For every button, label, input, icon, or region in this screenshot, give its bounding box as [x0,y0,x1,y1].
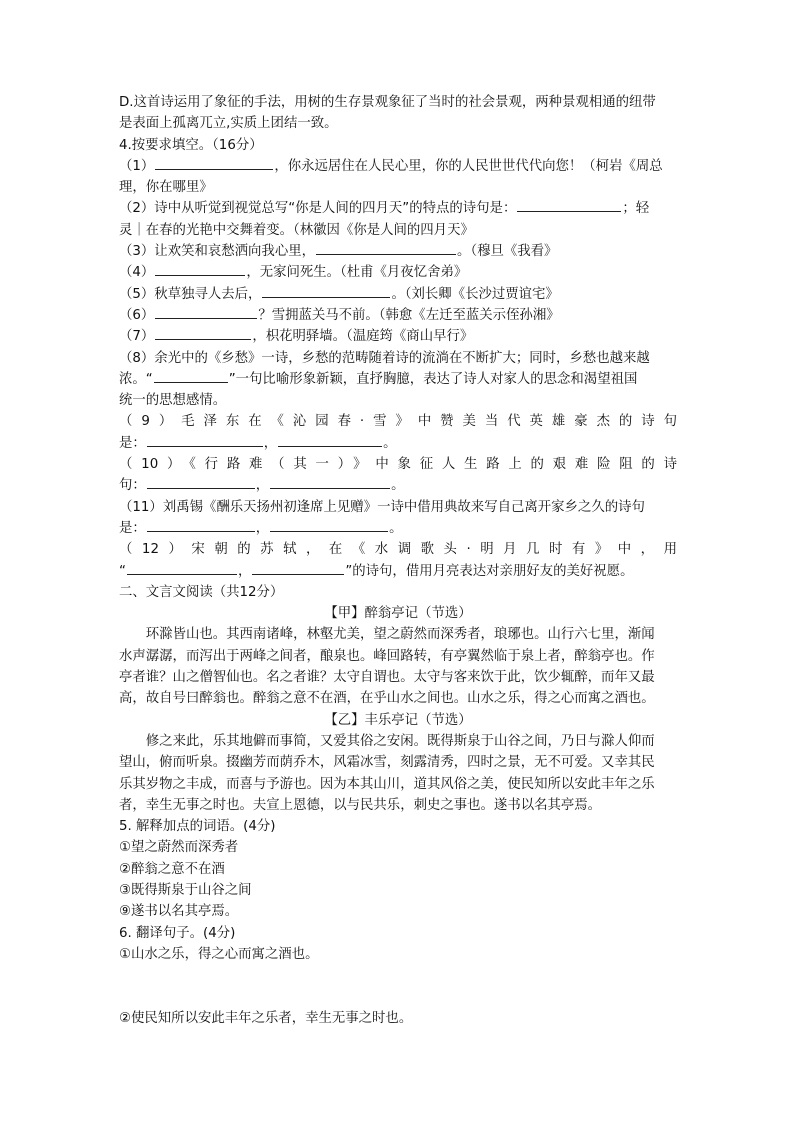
answer-blank[interactable] [155,338,251,340]
passage-jia-title: 【甲】醉翁亭记（节选） [324,606,472,622]
section-2-heading: 二、文言文阅读（共12分） [119,584,284,600]
question-6-heading: 6. 翻译句子。(4分) [119,925,236,941]
passage-jia-line-2: 水声潺潺，而泻出于两峰之间者，酿泉也。峰回路转，有亭翼然临于泉上者，醉翁亭也。作 [119,648,655,664]
answer-blank[interactable] [147,445,263,447]
passage-yi-line-4: 者，幸生无事之时也。夫宣上恩德，以与民共乐，刺史之事也。遂书以名其亭焉。 [119,797,602,813]
answer-blank[interactable] [252,573,344,575]
q4-item-10-line-2: 句： ， 。 [119,478,405,494]
answer-blank[interactable] [316,253,456,255]
answer-blank[interactable] [155,168,273,170]
q4-item-1-line-1: （1） ，你永远居住在人民心里，你的人民世世代代向您！（柯岩《周总 [119,158,663,174]
q4-item-6: （6） ？雪拥蓝关马不前。（韩愈《左迁至蓝关示侄孙湘》 [119,307,560,323]
passage-jia-line-4: 高，故自号曰醉翁也。醉翁之意不在酒，在乎山水之间也。山水之乐，得之心而寓之酒也。 [119,691,655,707]
passage-jia-line-1: 环滁皆山也。其西南诸峰，林壑尤美，望之蔚然而深秀者，琅琊也。山行六七里，渐闻 [145,627,655,643]
answer-blank[interactable] [262,296,390,298]
option-d-line-1: D.这首诗运用了象征的手法，用树的生存景观象征了当时的社会景观，两种景观相通的纽带 [119,95,656,110]
question-5-heading: 5. 解释加点的词语。(4分) [119,819,276,835]
q4-item-11-line-2: 是： ， 。 [119,520,403,536]
q4-item-8-line-3: 统一的思想感情。 [119,393,227,409]
passage-yi-line-3: 乐其岁物之丰成，而喜与予游也。因为本其山川，道其风俗之美，使民知所以安此丰年之乐 [119,776,655,792]
q4-item-9-line-1: （9）毛泽东在《沁园春·雪》中赞美当代英雄豪杰的诗句 [119,414,677,430]
q4-item-8-line-1: （8）余光中的《乡愁》一诗，乡愁的范畴随着诗的流淌在不断扩大；同时，乡愁也越来越 [119,350,650,366]
q6-item-1: ①山水之乐，得之心而寓之酒也。 [119,946,319,962]
exam-page [119,92,677,1029]
q6-item-2: ②使民知所以安此丰年之乐者，幸生无事之时也。 [119,1011,413,1027]
answer-blank[interactable] [147,487,255,489]
q4-item-1-line-2: 理，你在哪里》 [119,180,213,196]
option-d-line-2: 是表面上孤离兀立,实质上团结一致。 [119,116,338,132]
q4-item-10-line-1: （10）《行路难（其一）》中象征人生路上的艰难险阻的诗 [119,457,677,473]
passage-yi-title: 【乙】丰乐亭记（节选） [324,712,472,728]
answer-space [119,965,677,1008]
passage-jia-line-3: 亭者谁？山之僧智仙也。名之者谁？太守自谓也。太守与客来饮于此，饮少辄醉，而年又最 [119,670,655,686]
answer-blank[interactable] [155,274,245,276]
answer-blank[interactable] [127,573,237,575]
q4-item-2-line-1: （2）诗中从听觉到视觉总写“你是人间的四月天”的特点的诗句是： ；轻 [119,201,650,217]
q5-item-2: ②醉翁之意不在酒 [119,861,225,877]
answer-blank[interactable] [155,317,257,319]
answer-blank[interactable] [147,530,255,532]
q5-item-3: ③既得斯泉于山谷之间 [119,882,252,898]
passage-yi-line-1: 修之来此，乐其地僻而事简，又爱其俗之安闲。既得斯泉于山谷之间，乃日与滁人仰而 [145,733,655,749]
q4-item-4: （4） ，无家问死生。（杜甫《月夜忆舍弟》 [119,265,468,281]
answer-blank[interactable] [154,381,228,383]
q4-item-8-line-2: 浓。“ ”一句比喻形象新颖，直抒胸臆，表达了诗人对家人的思念和渴望祖国 [119,371,638,387]
q4-item-11-line-1: （11）刘禹锡《酬乐天扬州初逢席上见赠》一诗中借用典故来写自己离开家乡之久的诗句 [119,499,645,515]
q4-item-7: （7） ，枳花明驿墙。（温庭筠《商山早行》 [119,329,474,345]
answer-blank[interactable] [270,487,390,489]
q4-item-5: （5）秋草独寻人去后， 。（刘长卿《长沙过贾谊宅》 [119,286,559,302]
q5-item-1: ①望之蔚然而深秀者 [119,840,239,856]
q4-item-2-line-2: 灵｜在春的光艳中交舞着变。（林徽因《你是人间的四月天》 [119,222,474,238]
answer-blank[interactable] [517,210,621,212]
answer-blank[interactable] [278,445,382,447]
q4-item-12-line-2: “ ， ”的诗句，借用月亮表达对亲朋好友的美好祝愿。 [119,563,634,579]
q5-item-4: ⑨遂书以名其亭焉。 [119,904,239,920]
q4-item-12-line-1: （12）宋朝的苏轼，在《水调歌头·明月几时有》中，用 [119,542,677,558]
answer-blank[interactable] [270,530,388,532]
question-4-heading: 4.按要求填空。（16分） [119,137,263,153]
q4-item-9-line-2: 是： ， 。 [119,435,397,451]
q4-item-3: （3）让欢笑和哀愁洒向我心里， 。（穆旦《我看》 [119,244,558,260]
passage-yi-line-2: 望山，俯而听泉。掇幽芳而荫乔木，风霜冰雪，刻露清秀，四时之景，无不可爱。又幸其民 [119,755,655,771]
